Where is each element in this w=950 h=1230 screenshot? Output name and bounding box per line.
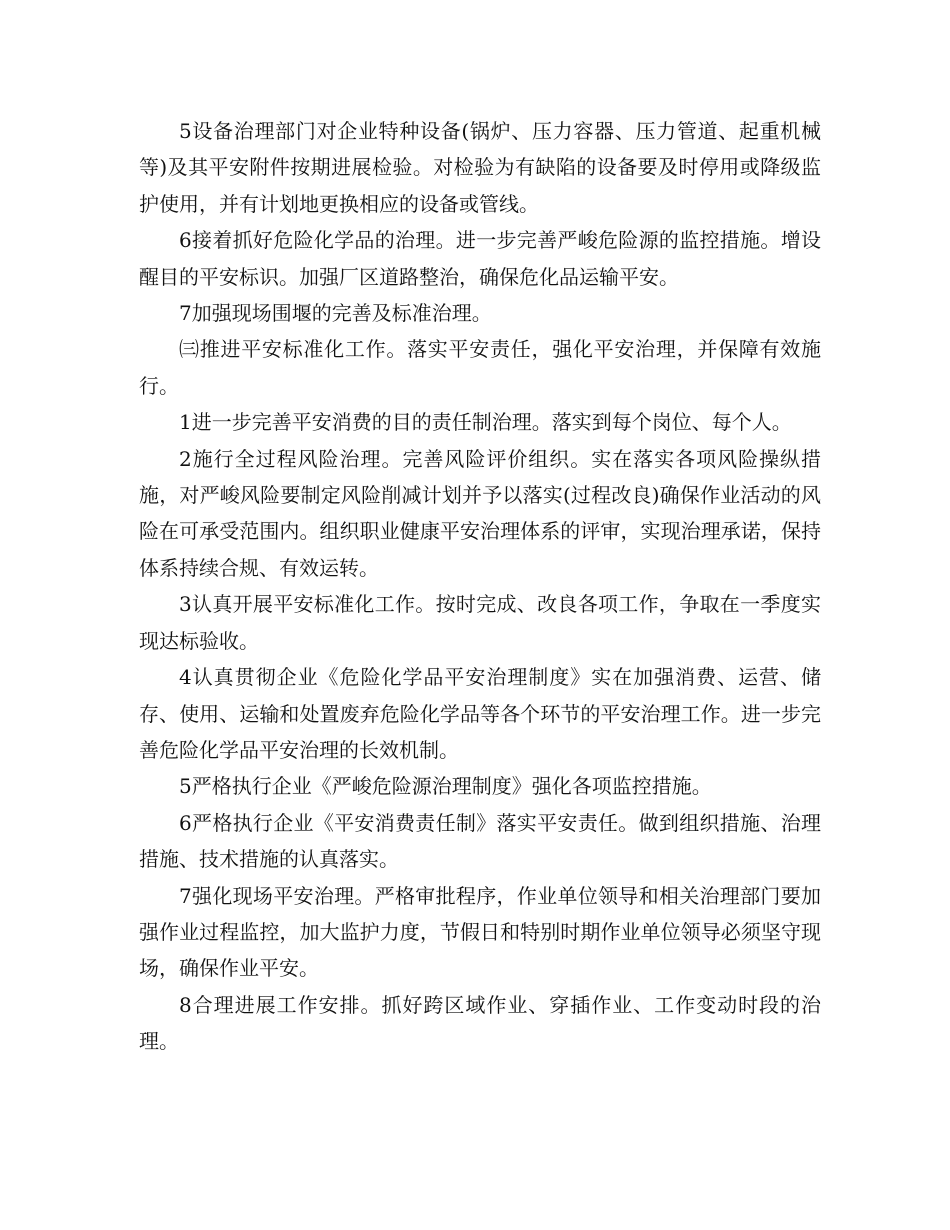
paragraph-8: 4认真贯彻企业《危险化学品平安治理制度》实在加强消费、运营、储存、使用、运输和处置废弃危险化学品等各个环节的平安治理工作。进一步完善危险化学品平安治理的长效机制。 — [139, 665, 821, 762]
paragraph-6: 2施行全过程风险治理。完善风险评价组织。实在落实各项风险操纵措施，对严峻风险要制定风险削减计划并予以落实(过程改良)确保作业活动的风险在可承受范围内。组织职业健康平安治理体系的评审，实现治理承诺，保持体系持续合规、有效运转。 — [139, 446, 821, 580]
paragraph-1: 5设备治理部门对企业特种设备(锅炉、压力容器、压力管道、起重机械等)及其平安附件按期进展检验。对检验为有缺陷的设备要及时停用或降级监护使用，并有计划地更换相应的设备或管线。 — [139, 119, 821, 216]
paragraph-9: 5严格执行企业《严峻危险源治理制度》强化各项监控措施。 — [179, 774, 712, 799]
paragraph-12: 8合理进展工作安排。抓好跨区域作业、穿插作业、工作变动时段的治理。 — [139, 992, 821, 1054]
paragraph-2: 6接着抓好危险化学品的治理。进一步完善严峻危险源的监控措施。增设醒目的平安标识。加强厂区道路整治，确保危化品运输平安。 — [139, 228, 821, 289]
document-body — [139, 113, 821, 1060]
paragraph-3: 7加强现场围堰的完善及标准治理。 — [179, 301, 492, 326]
paragraph-7: 3认真开展平安标准化工作。按时完成、改良各项工作，争取在一季度实现达标验收。 — [139, 592, 821, 653]
paragraph-11: 7强化现场平安治理。严格审批程序，作业单位领导和相关治理部门要加强作业过程监控，加大监护力度，节假日和特别时期作业单位领导必须坚守现场，确保作业平安。 — [139, 883, 821, 981]
paragraph-5: 1进一步完善平安消费的目的责任制治理。落实到每个岗位、每个人。 — [179, 410, 792, 435]
paragraph-10: 6严格执行企业《平安消费责任制》落实平安责任。做到组织措施、治理措施、技术措施的认真落实。 — [139, 810, 821, 872]
paragraph-4: ㈢推进平安标准化工作。落实平安责任，强化平安治理，并保障有效施行。 — [139, 337, 821, 398]
